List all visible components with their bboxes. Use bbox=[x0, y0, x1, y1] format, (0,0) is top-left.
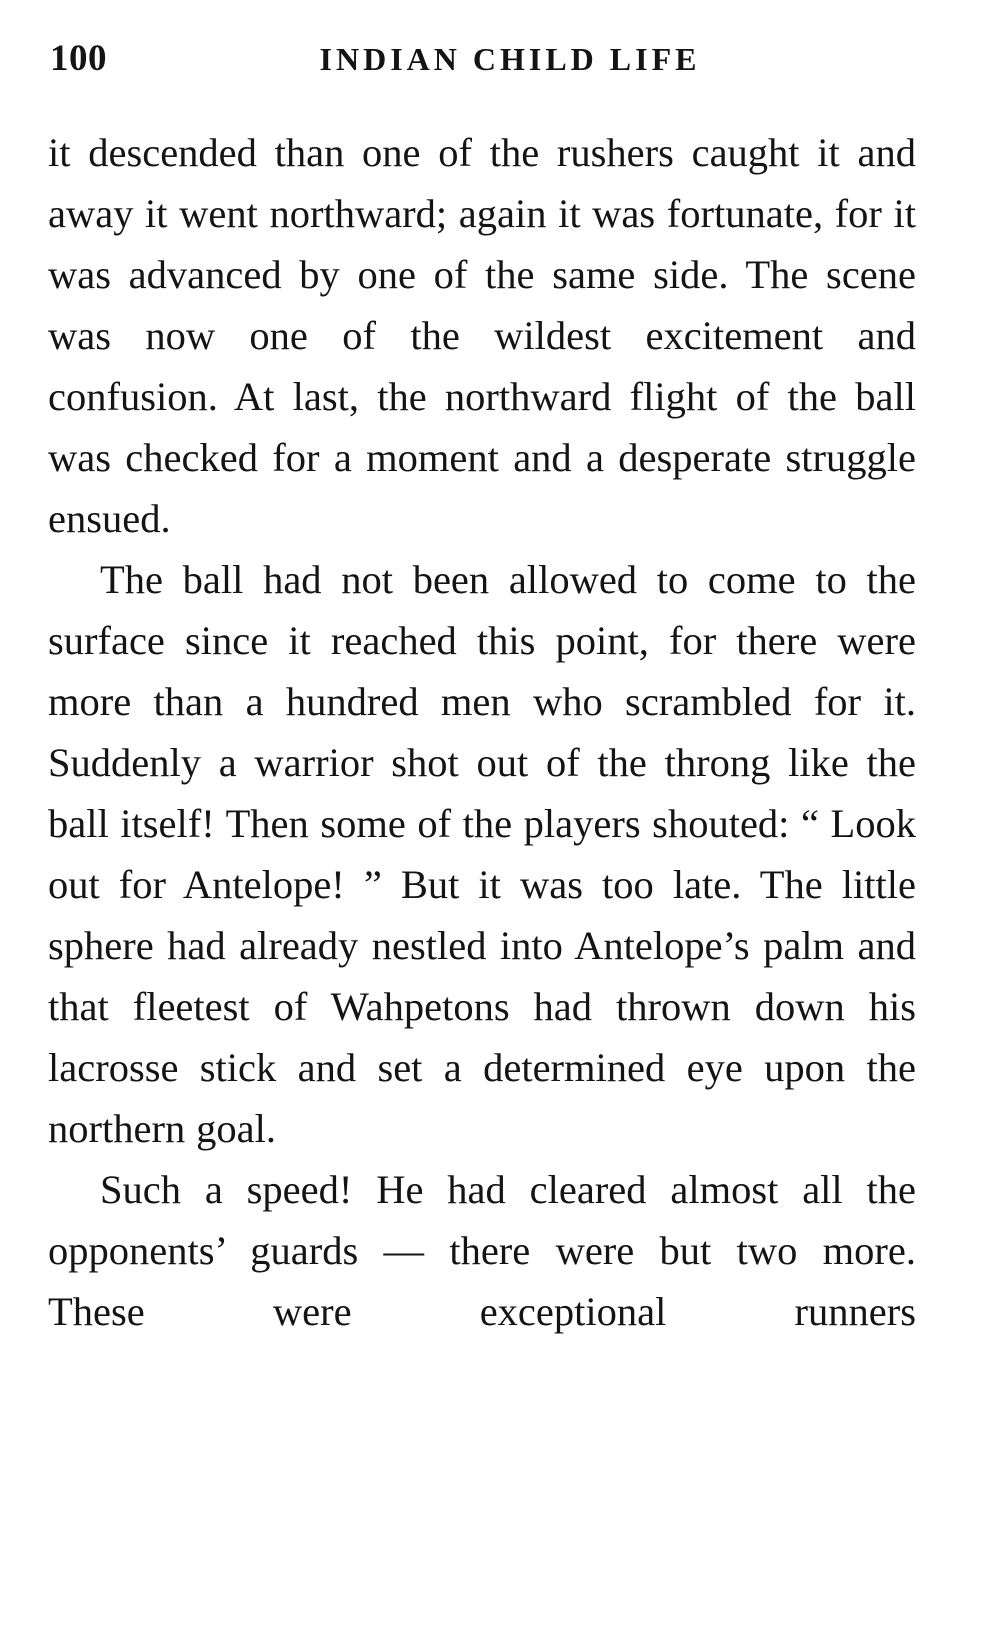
body-text bbox=[48, 122, 916, 1403]
paragraph: The ball had not been allowed to come to the surface since it reached this point, for there were more than a hundred men who scrambled for it. Suddenly a warrior shot out of the throng like the ball itself! Then some of the players shouted: “ Look out for Antelope! ” But it was too late. The little sphere had already nestled into Antelope’s palm and that fleetest of Wahpetons had thrown down his lacrosse stick and set a determined eye upon the northern goal. bbox=[48, 557, 916, 1151]
paragraph: Such a speed! He had cleared almost all the opponents’ guards — there were but two more. These were exceptional runners bbox=[48, 1167, 916, 1334]
page-number: 100 bbox=[50, 38, 107, 79]
running-head: INDIAN CHILD LIFE bbox=[319, 41, 701, 77]
paragraph: it descended than one of the rushers caught it and away it went northward; again it was fortunate, for it was advanced by one of the same side. The scene was now one of the wildest excitement and confusion. At last, the northward flight of the ball was checked for a moment and a desperate struggle ensued. bbox=[48, 130, 916, 541]
page-header bbox=[50, 40, 950, 90]
